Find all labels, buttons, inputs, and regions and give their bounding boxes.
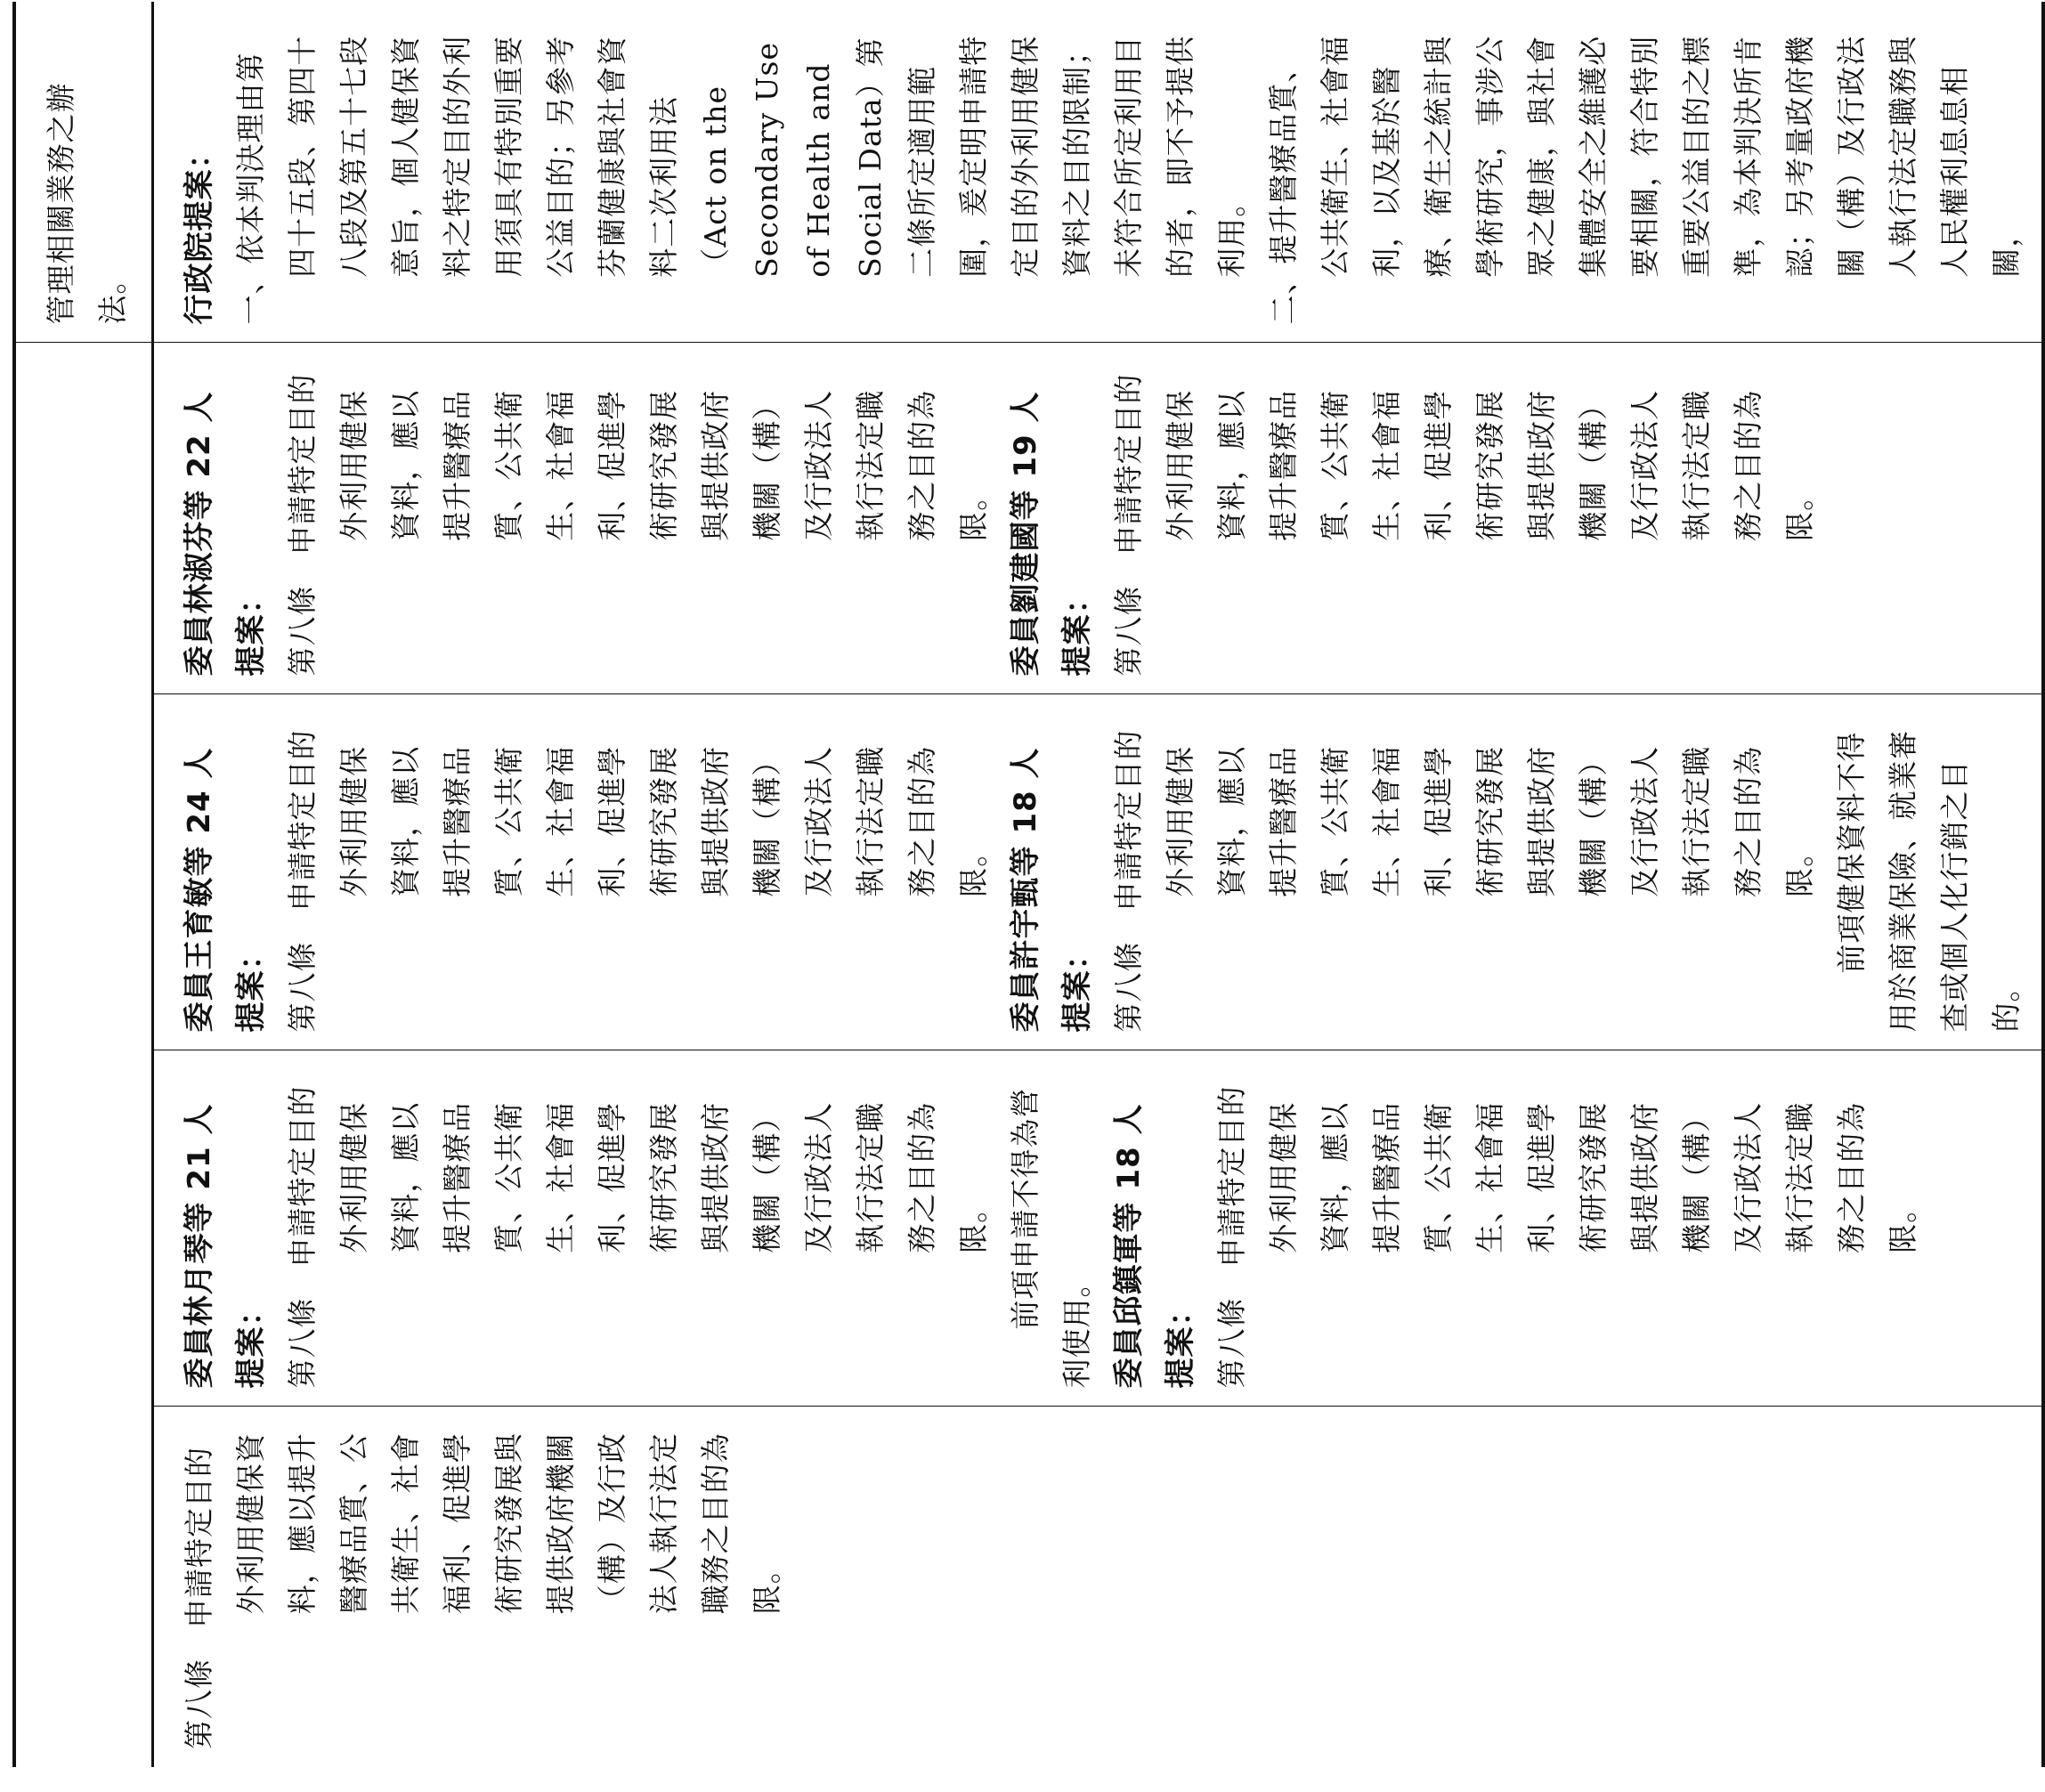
proposal-paragraph: 前項申請不得為營利使用。	[1008, 1087, 1094, 1389]
executive-item-1: 一、依本判決理由第四十五段、第四十八段及第五十七段意旨，個人健保資料之特定目的外利用須具有特別重要公益目的；另參考芬蘭健康與社會資料二次利用法（Act on the Secondary Use of Health and Social Data）第二條所定適用範圍，爰定明申請特定目的外利用健保資料之目的限制；未符合所定利用目的者，即不予提供利用。	[233, 35, 1249, 325]
proposal-title: 委員王育敏等 24 人提案：	[182, 747, 269, 1033]
table-row-top	[14, 2, 153, 1767]
cell-wang-xu	[153, 694, 2044, 1050]
comparison-table	[12, 2, 2045, 1767]
cell-lin-qiu	[153, 1050, 2044, 1407]
cell-empty	[14, 1407, 153, 1767]
cell-empty	[14, 1050, 153, 1407]
proposal-title: 委員劉建國等 19 人提案：	[1008, 391, 1095, 677]
current-law-article: 第八條 申請特定目的外利用健保資料，應以提升醫療品質、公共衛生、社會福利、促進學術研究發展與提供政府機關（構）及行政法人執行法定職務之目的為限。	[182, 1432, 784, 1749]
proposal-title: 委員林月琴等 21 人提案：	[182, 1103, 269, 1389]
proposal-article: 第八條 申請特定目的外利用健保資料，應以提升醫療品質、公共衛生、社會福利、促進學術研究發展與提供政府機關（構）及行政法人執行法定職務之目的為限。	[1214, 1085, 1920, 1389]
proposal-article: 第八條 申請特定目的外利用健保資料，應以提升醫療品質、公共衛生、社會福利、促進學術研究發展與提供政府機關（構）及行政法人執行法定職務之目的為限。	[1111, 729, 1817, 1033]
exec-note-text: 管理相關業務之辦法。	[44, 82, 130, 325]
proposal-title: 委員許宇甄等 18 人提案：	[1008, 747, 1095, 1033]
proposal-title: 委員邱鎮軍等 18 人提案：	[1111, 1103, 1198, 1389]
executive-item-2: 二、提升醫療品質、公共衛生、社會福利，以及基於醫療、衛生之統計與學術研究，事涉公眾之健康，與社會集體安全之維護必要相關，符合特別重要公益目的之標準，為本判決所肯認；另考量政府機關（構）及行政法人執行法定職務與人民權利息息相關，	[1266, 35, 2024, 325]
proposal-article: 第八條 申請特定目的外利用健保資料，應以提升醫療品質、公共衛生、社會福利、促進學術研究發展與提供政府機關（構）及行政法人執行法定職務之目的為限。	[1111, 373, 1817, 677]
cell-empty	[14, 694, 153, 1050]
proposal-article: 第八條 申請特定目的外利用健保資料，應以提升醫療品質、公共衛生、社會福利、促進學術研究發展與提供政府機關（構）及行政法人執行法定職務之目的為限。	[285, 729, 991, 1033]
proposal-article: 第八條 申請特定目的外利用健保資料，應以提升醫療品質、公共衛生、社會福利、促進學術研究發展與提供政府機關（構）及行政法人執行法定職務之目的為限。	[285, 1085, 991, 1389]
cell-lin-liu	[153, 343, 2044, 694]
proposal-article: 第八條 申請特定目的外利用健保資料，應以提升醫療品質、公共衛生、社會福利、促進學術研究發展與提供政府機關（構）及行政法人執行法定職務之目的為限。	[285, 373, 991, 677]
executive-title: 行政院提案：	[182, 137, 217, 325]
cell-exec-note	[14, 2, 153, 343]
cell-empty	[14, 343, 153, 694]
proposal-title: 委員林淑芬等 22 人提案：	[182, 391, 269, 677]
cell-executive	[153, 2, 2044, 343]
cell-current-law	[153, 1407, 2044, 1767]
table-row-main	[153, 2, 2044, 1767]
proposal-paragraph: 前項健保資料不得用於商業保險、就業審查或個人化行銷之目的。	[1834, 729, 2024, 1033]
